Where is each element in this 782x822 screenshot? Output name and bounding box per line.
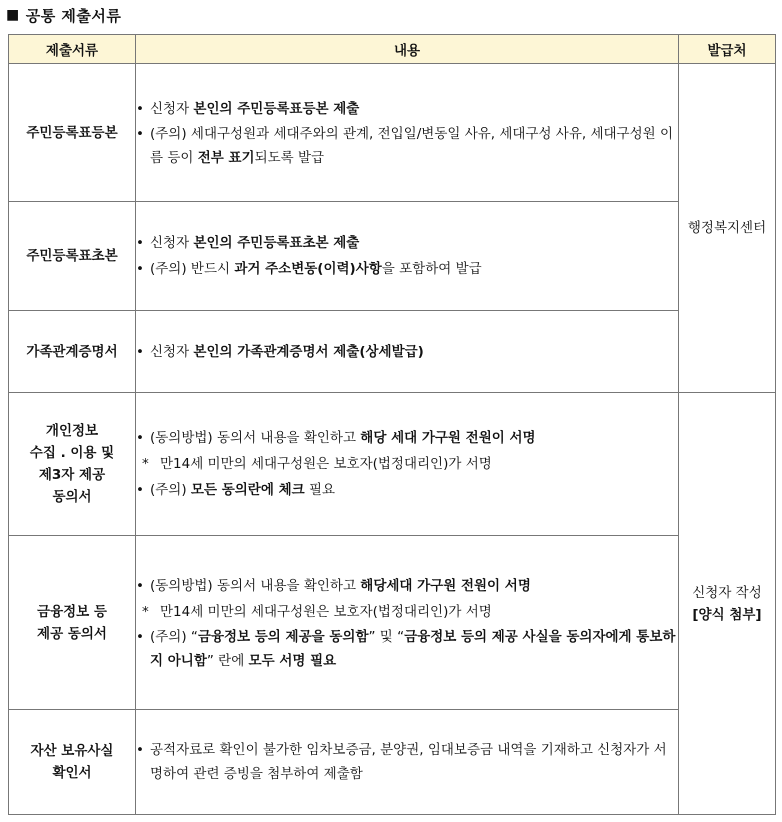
doc-name: 주민등록표등본 <box>9 64 136 202</box>
doc-name: 자산 보유사실 확인서 <box>9 710 136 815</box>
issuer-applicant <box>679 393 776 815</box>
content-item: • (주의) “금융정보 등의 제공을 동의함” 및 “금융정보 등의 제공 사실을 동의자에게 통보하지 아니함” 란에 모두 서명 필요 <box>136 625 678 673</box>
bullet-icon: • <box>136 343 144 360</box>
header-row <box>9 35 776 64</box>
content-item: • (동의방법) 동의서 내용을 확인하고 해당 세대 가구원 전원이 서명 <box>136 425 678 451</box>
content-note: * 만14세 미만의 세대구성원은 보호자(법정대리인)가 서명 <box>136 451 678 477</box>
content-item: • 공적자료로 확인이 불가한 임차보증금, 분양권, 임대보증금 내역을 기재하고 신청자가 서명하여 관련 증빙을 첨부하여 제출함 <box>136 738 678 786</box>
bullet-icon: • <box>136 235 144 251</box>
header-content: 내용 <box>136 35 679 64</box>
bullet-icon: • <box>136 482 144 498</box>
content-item: • (주의) 모든 동의란에 체크 필요 <box>136 477 678 503</box>
doc-content <box>136 710 679 815</box>
content-item: • 신청자 본인의 가족관계증명서 제출(상세발급) <box>136 339 678 365</box>
issuer-center: 행정복지센터 <box>679 64 776 393</box>
square-bullet-icon: ■ <box>6 7 20 23</box>
bullet-icon: • <box>136 125 144 142</box>
doc-content <box>136 393 679 536</box>
table-row <box>9 311 776 393</box>
doc-content <box>136 202 679 311</box>
content-item: • (동의방법) 동의서 내용을 확인하고 해당세대 가구원 전원이 서명 <box>136 573 678 599</box>
documents-table <box>8 34 776 815</box>
table-row <box>9 536 776 710</box>
bullet-icon: • <box>136 628 144 645</box>
asterisk-icon: * <box>142 456 149 472</box>
doc-name: 금융정보 등 제공 동의서 <box>9 536 136 710</box>
doc-name: 개인정보 수집 . 이용 및 제3자 제공 동의서 <box>9 393 136 536</box>
doc-name: 가족관계증명서 <box>9 311 136 393</box>
bullet-icon: • <box>136 577 144 594</box>
doc-content <box>136 311 679 393</box>
content-item: • 신청자 본인의 주민등록표초본 제출 <box>136 230 678 256</box>
header-issuer: 발급처 <box>679 35 776 64</box>
issuer-line: 신청자 작성 <box>692 584 762 601</box>
section-title <box>6 3 121 27</box>
doc-name: 주민등록표초본 <box>9 202 136 311</box>
table-row <box>9 64 776 202</box>
header-doc: 제출서류 <box>9 35 136 64</box>
bullet-icon: • <box>136 742 144 758</box>
form-attached-label: [양식 첨부] <box>692 606 762 623</box>
table-row <box>9 710 776 815</box>
doc-content <box>136 536 679 710</box>
content-note: * 만14세 미만의 세대구성원은 보호자(법정대리인)가 서명 <box>136 599 678 625</box>
section-title-text: 공통 제출서류 <box>25 6 122 25</box>
bullet-icon: • <box>136 100 144 117</box>
table-row <box>9 202 776 311</box>
doc-content <box>136 64 679 202</box>
table-row <box>9 393 776 536</box>
content-item: • (주의) 세대구성원과 세대주와의 관계, 전입일/변동일 사유, 세대구성 사유, 세대구성원 이름 등이 전부 표기되도록 발급 <box>136 122 678 170</box>
asterisk-icon: * <box>142 603 149 620</box>
content-item: • (주의) 반드시 과거 주소변동(이력)사항을 포함하여 발급 <box>136 256 678 282</box>
bullet-icon: • <box>136 430 144 446</box>
content-item: • 신청자 본인의 주민등록표등본 제출 <box>136 96 678 122</box>
bullet-icon: • <box>136 261 144 277</box>
